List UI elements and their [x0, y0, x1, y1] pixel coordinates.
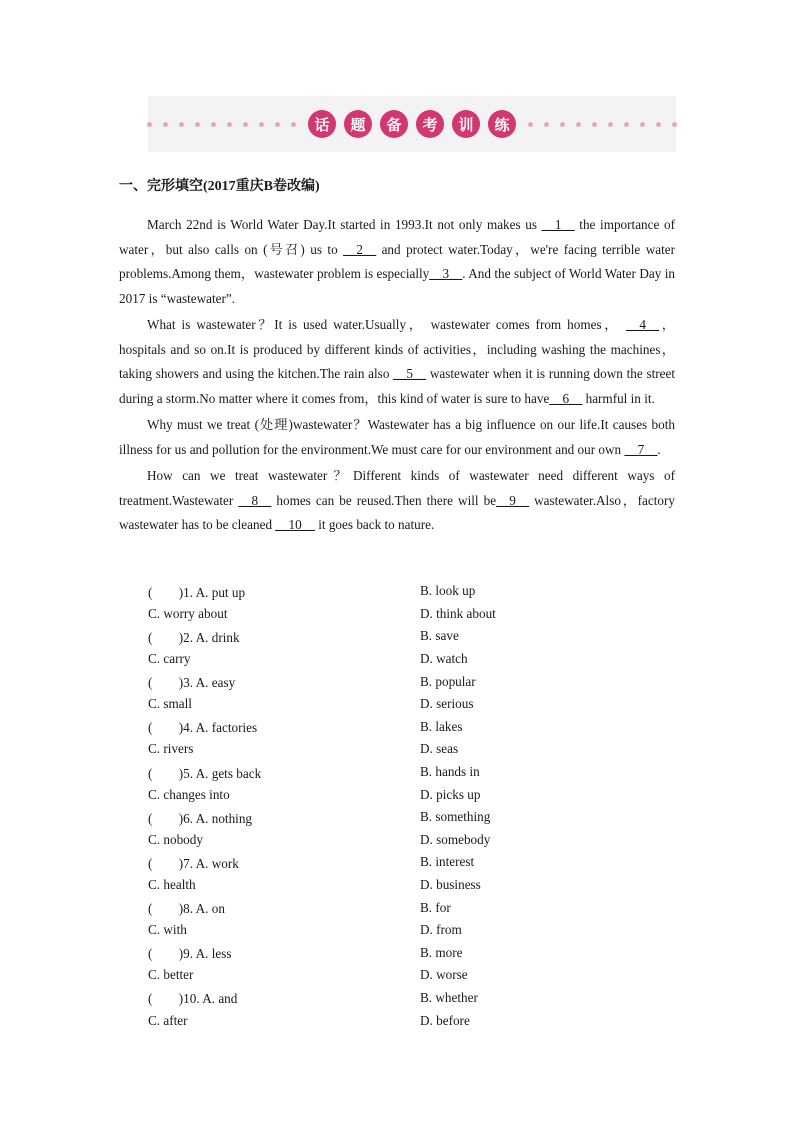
option-a: ( )6. A. nothing — [148, 810, 253, 826]
banner-char: 题 — [344, 110, 372, 138]
option-d: D. before — [420, 1012, 470, 1028]
answer-blank: __1__ — [541, 217, 575, 232]
passage-text: Why must we treat (处理)wastewater？Wastewater has a big influence on our life.It causes both illness for us and pollution for the environment.We must care for our environment and our own — [119, 417, 675, 457]
option-c: C. carry — [148, 651, 191, 667]
option-row — [148, 987, 648, 1010]
passage-text: . And the subject of World Water Day in 2017 is “wastewater”. — [119, 266, 675, 306]
option-a: ( )1. A. put up — [148, 584, 246, 600]
option-row — [148, 829, 648, 852]
option-row — [148, 942, 648, 965]
paragraph — [119, 313, 675, 411]
passage-text: wastewater when it is running down the street during a storm.No matter where it comes from，this kind of water is sure to have — [119, 366, 675, 406]
option-c: C. changes into — [148, 786, 230, 802]
passage-text: What is wastewater？It is used water.Usually， wastewater comes from homes， — [147, 317, 627, 332]
option-a: ( )2. A. drink — [148, 629, 240, 645]
paragraph — [119, 213, 675, 311]
option-b: B. for — [420, 899, 451, 915]
passage-text: . — [657, 441, 661, 457]
option-row — [148, 874, 648, 897]
option-a: ( )10. A. and — [148, 991, 238, 1007]
option-c: C. nobody — [148, 831, 203, 847]
option-row — [148, 1009, 648, 1032]
option-row — [148, 738, 648, 761]
option-c: C. small — [148, 696, 192, 712]
option-row — [148, 896, 648, 919]
answer-blank: __10__ — [275, 517, 315, 532]
option-a: ( )5. A. gets back — [148, 765, 262, 781]
banner-char: 训 — [452, 110, 480, 138]
option-row — [148, 603, 648, 626]
answer-blank: __5__ — [393, 366, 427, 381]
option-a: ( )7. A. work — [148, 855, 239, 871]
option-row — [148, 670, 648, 693]
option-b: B. interest — [420, 854, 475, 870]
option-row — [148, 964, 648, 987]
passage-text: ，hospitals and so on.It is produced by different kinds of activities，including washing the machines，taking showers and using the kitchen.The rain also — [119, 317, 675, 381]
passage-text: it goes back to nature. — [314, 517, 435, 532]
passage-text: March 22nd is World Water Day.It started in 1993.It not only makes us — [147, 217, 542, 232]
answer-blank: __8__ — [238, 492, 272, 508]
banner-char: 备 — [380, 110, 408, 138]
passage-text: and protect water.Today，we're facing terrible water problems.Among them，wastewater problem is especially — [119, 241, 675, 281]
option-c: C. after — [148, 1012, 188, 1028]
option-c: C. health — [148, 877, 196, 893]
option-row — [148, 693, 648, 716]
answer-blank: __6__ — [549, 390, 583, 406]
option-a: ( )3. A. easy — [148, 675, 236, 691]
option-a: ( )8. A. on — [148, 901, 225, 917]
option-row — [148, 625, 648, 648]
option-c: C. rivers — [148, 741, 194, 757]
section-title: 一、完形填空(2017重庆B卷改编) — [119, 179, 320, 194]
option-row — [148, 783, 648, 806]
option-row — [148, 580, 648, 603]
option-b: B. something — [420, 809, 491, 825]
option-b: B. more — [420, 944, 463, 960]
answer-blank: __3__ — [429, 266, 463, 281]
option-b: B. popular — [420, 673, 476, 689]
answer-blank: __9__ — [496, 492, 530, 508]
option-b: B. whether — [420, 989, 478, 1005]
passage-text: wastewater.Also，factory wastewater has to be cleaned — [119, 492, 675, 532]
passage-text: the importance of water，but also calls on (号召) us to — [119, 217, 675, 257]
passage-text: harmful in it. — [582, 390, 655, 406]
option-c: C. with — [148, 922, 187, 938]
banner-char: 考 — [416, 110, 444, 138]
option-b: B. look up — [420, 583, 476, 599]
cloze-passage — [119, 213, 675, 540]
option-d: D. somebody — [420, 831, 491, 847]
option-row — [148, 648, 648, 671]
option-a: ( )9. A. less — [148, 946, 232, 962]
passage-text: homes can be reused.Then there will be — [271, 492, 497, 508]
option-b: B. hands in — [420, 764, 480, 780]
option-b: B. save — [420, 628, 459, 644]
option-d: D. from — [420, 922, 462, 938]
answer-blank: __4__ — [626, 317, 660, 332]
answer-blank: __2__ — [343, 241, 377, 257]
option-d: D. worse — [420, 967, 468, 983]
option-c: C. better — [148, 967, 194, 983]
option-row — [148, 919, 648, 942]
banner-dots-left — [147, 122, 296, 127]
option-row — [148, 851, 648, 874]
option-d: D. serious — [420, 696, 474, 712]
option-a: ( )4. A. factories — [148, 720, 258, 736]
option-row — [148, 806, 648, 829]
topic-banner — [148, 96, 676, 152]
passage-text: How can we treat wastewater？Different kinds of wastewater need different ways of treatment.Wastewater — [119, 468, 675, 508]
paragraph — [119, 413, 675, 462]
option-row — [148, 716, 648, 739]
banner-title — [308, 110, 516, 138]
banner-char: 练 — [488, 110, 516, 138]
paragraph — [119, 464, 675, 538]
option-c: C. worry about — [148, 605, 228, 621]
option-b: B. lakes — [420, 718, 463, 734]
banner-dots-right — [528, 122, 677, 127]
option-d: D. watch — [420, 651, 468, 667]
option-d: D. business — [420, 877, 481, 893]
option-row — [148, 761, 648, 784]
option-d: D. seas — [420, 741, 459, 757]
answer-options — [148, 580, 648, 1032]
answer-blank: __7__ — [624, 441, 658, 457]
option-d: D. think about — [420, 605, 496, 621]
banner-char: 话 — [308, 110, 336, 138]
option-d: D. picks up — [420, 786, 481, 802]
